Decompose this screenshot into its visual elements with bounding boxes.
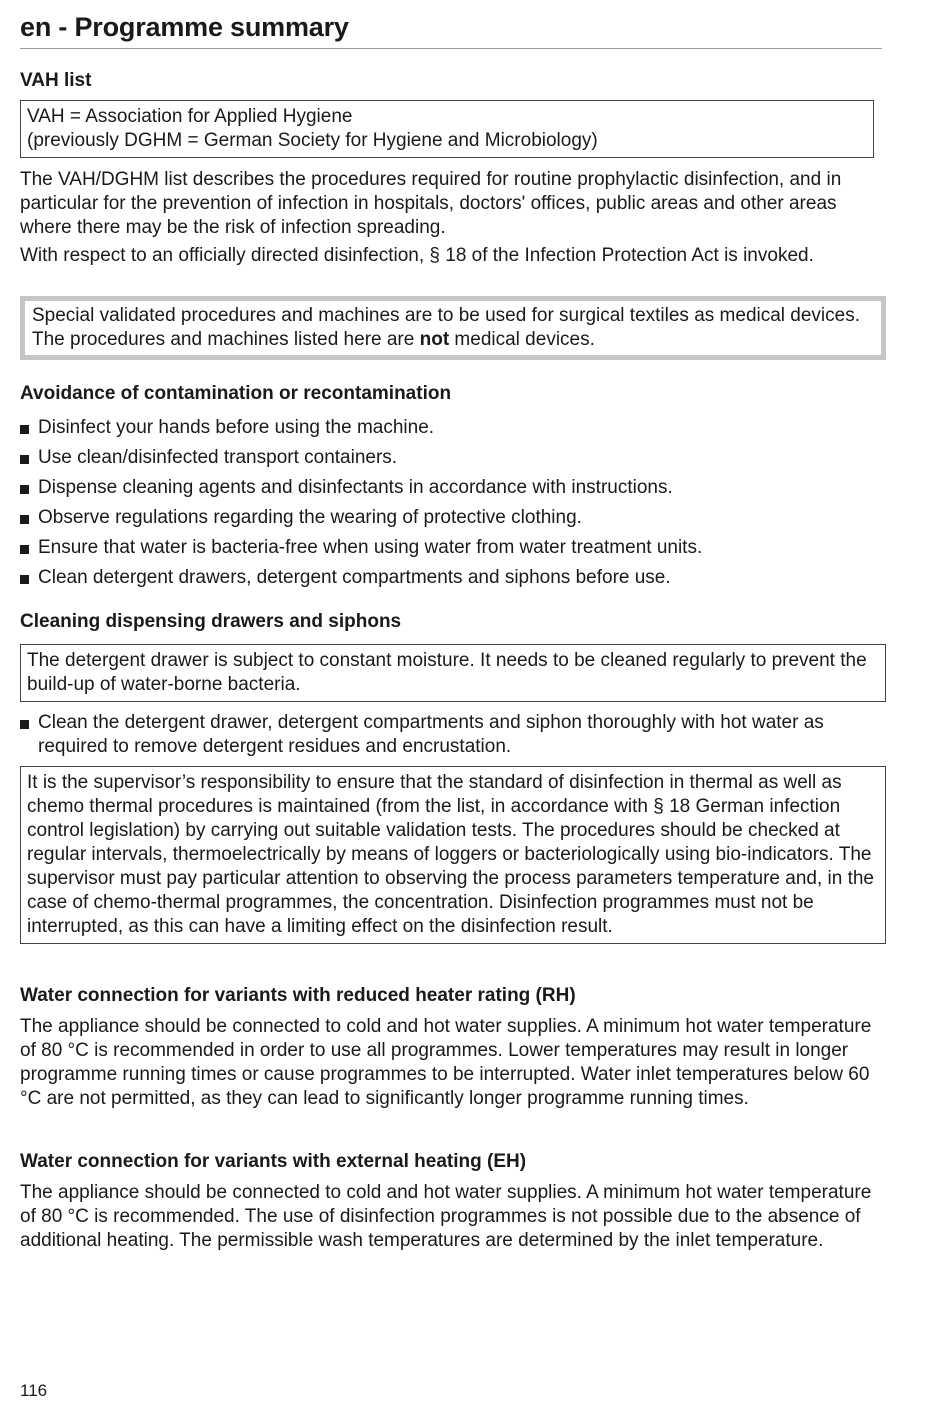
cleaning-heading: Cleaning dispensing drawers and siphons — [20, 611, 402, 632]
vah-definition-line2: (previously DGHM = German Society for Hygiene and Microbiology) — [27, 130, 598, 151]
list-item: Dispense cleaning agents and disinfectants in accordance with instructions. — [20, 476, 886, 500]
avoidance-list — [20, 416, 886, 596]
page-number: 116 — [20, 1381, 48, 1400]
vah-definition-line1: VAH = Association for Applied Hygiene — [27, 106, 353, 127]
vah-heading: VAH list — [20, 70, 92, 91]
medical-devices-warning-box — [20, 296, 886, 360]
rh-paragraph: The appliance should be connected to cold and hot water supplies. A minimum hot water temperature of 80 °C is recommended in order to use all programmes. Lower temperatures may result in longer programme running times or cause programmes to be interrupted. Water inlet temperatures below 60 °C are not permitted, as they can lead to significantly longer programme running times. — [20, 1016, 872, 1109]
square-bullet-icon — [20, 720, 29, 729]
rh-heading: Water connection for variants with reduced heater rating (RH) — [20, 985, 576, 1006]
eh-paragraph: The appliance should be connected to cold and hot water supplies. A minimum hot water temperature of 80 °C is recommended. The use of disinfection programmes is not possible due to the absence of additional heating. The permissible wash temperatures are determined by the inlet temperature. — [20, 1182, 872, 1251]
square-bullet-icon — [20, 485, 29, 494]
square-bullet-icon — [20, 425, 29, 434]
eh-heading: Water connection for variants with external heating (EH) — [20, 1151, 527, 1172]
warning-text-start: Special validated procedures and machines are to be used for surgical textiles as medical devices. The procedures and machines listed here are — [32, 305, 861, 350]
medical-devices-warning — [32, 304, 874, 352]
page-title: en - Programme summary — [20, 12, 349, 42]
avoidance-heading: Avoidance of contamination or recontamination — [20, 383, 452, 404]
list-item: Observe regulations regarding the wearing of protective clothing. — [20, 506, 886, 530]
supervisor-responsibility-note: It is the supervisor’s responsibility to ensure that the standard of disinfection in thermal as well as chemo thermal procedures is maintained (from the list, in accordance with § 18 German infection control legislation) by carrying out suitable validation tests. The procedures should be checked at regular intervals, thermoelectrically by means of loggers or bacteriologically using bio-indicators. The supervisor must pay particular attention to observing the process parameters temperature and, in the case of chemo-thermal programmes, the concentration. Disinfection programmes must not be interrupted, as this can have a limiting effect on the disinfection result. — [27, 772, 874, 937]
warning-emphasis: not — [419, 329, 450, 350]
square-bullet-icon — [20, 575, 29, 584]
cleaning-list — [20, 711, 886, 759]
square-bullet-icon — [20, 515, 29, 524]
square-bullet-icon — [20, 545, 29, 554]
list-item: Clean detergent drawers, detergent compartments and siphons before use. — [20, 566, 886, 590]
list-item: Disinfect your hands before using the machine. — [20, 416, 886, 440]
list-item: Use clean/disinfected transport containers. — [20, 446, 886, 470]
square-bullet-icon — [20, 455, 29, 464]
page-header — [20, 10, 882, 49]
vah-definition-box — [20, 100, 874, 158]
list-item: Clean the detergent drawer, detergent compartments and siphon thoroughly with hot water as required to remove detergent residues and encrustation. — [20, 711, 886, 759]
vah-paragraph-1: The VAH/DGHM list describes the procedures required for routine prophylactic disinfection, and in particular for the prevention of infection in hospitals, doctors' offices, public areas and other areas where there may be the risk of infection spreading. — [20, 169, 842, 238]
vah-paragraph-2: With respect to an officially directed disinfection, § 18 of the Infection Protection Act is invoked. — [20, 245, 814, 266]
supervisor-responsibility-box — [20, 766, 886, 944]
drawer-moisture-note: The detergent drawer is subject to constant moisture. It needs to be cleaned regularly to prevent the build-up of water-borne bacteria. — [27, 650, 867, 695]
drawer-moisture-note-box — [20, 644, 886, 702]
warning-text-end: medical devices. — [449, 329, 595, 350]
list-item: Ensure that water is bacteria-free when using water from water treatment units. — [20, 536, 886, 560]
